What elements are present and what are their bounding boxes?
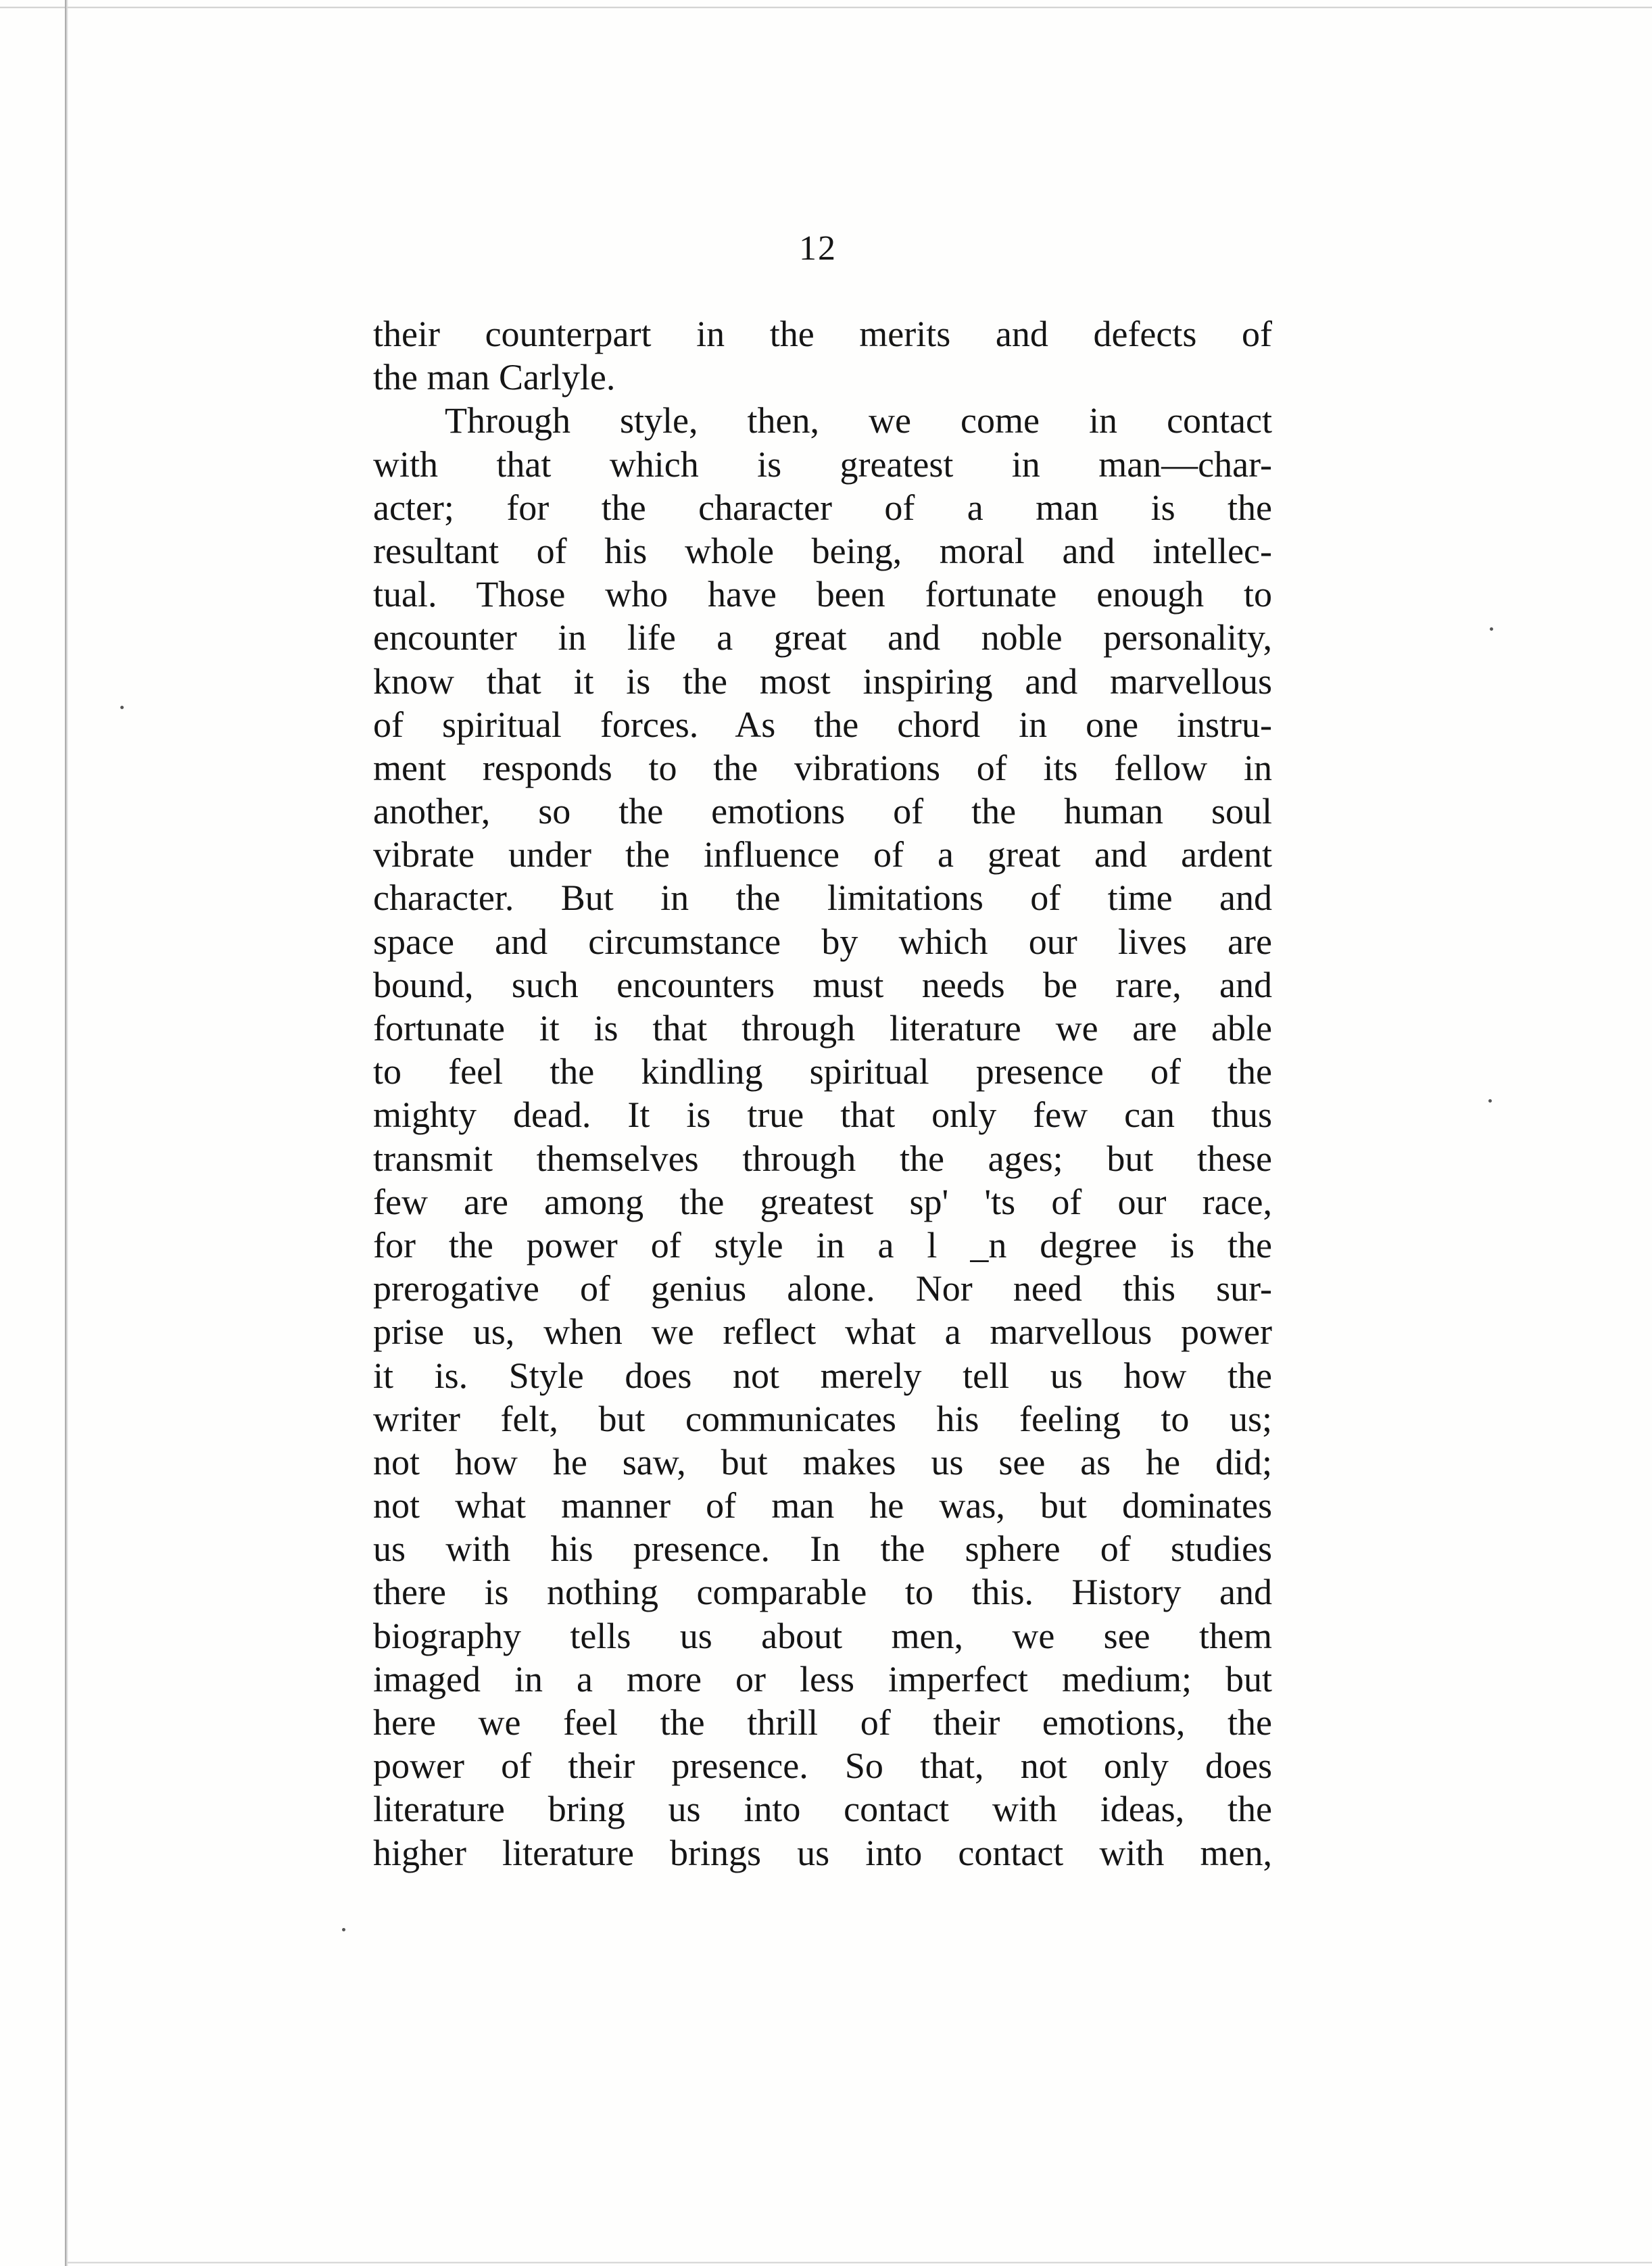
text-line: imaged in a more or less imperfect medium; but (373, 1658, 1272, 1700)
text-line: resultant of his whole being, moral and intellec- (373, 530, 1272, 571)
text-line: acter; for the character of a man is the (373, 487, 1272, 528)
text-line: another, so the emotions of the human soul (373, 791, 1272, 832)
text-line: of spiritual forces. As the chord in one instru- (373, 704, 1272, 745)
text-line: know that it is the most inspiring and marvellous (373, 660, 1272, 702)
text-line: Through style, then, we come in contact (445, 400, 1272, 441)
text-line: literature bring us into contact with ideas, the (373, 1789, 1272, 1830)
text-line: mighty dead. It is true that only few can thus (373, 1094, 1272, 1136)
text-line: higher literature brings us into contact with men, (373, 1832, 1272, 1873)
text-line: ment responds to the vibrations of its fellow in (373, 747, 1272, 788)
text-line: there is nothing comparable to this. History and (373, 1572, 1272, 1613)
page-binding-edge (65, 0, 68, 2266)
body-text (373, 312, 1272, 1875)
text-line: for the power of style in a l _n degree is the (373, 1224, 1272, 1265)
text-line: the man Carlyle. (373, 357, 616, 398)
text-line: prise us, when we reflect what a marvellous power (373, 1311, 1272, 1353)
text-line: transmit themselves through the ages; but these (373, 1138, 1272, 1179)
text-line: power of their presence. So that, not only does (373, 1745, 1272, 1787)
text-line: prerogative of genius alone. Nor need this sur- (373, 1268, 1272, 1309)
text-line: us with his presence. In the sphere of studies (373, 1528, 1272, 1570)
text-line: not how he saw, but makes us see as he did; (373, 1441, 1272, 1482)
text-line: few are among the greatest sp' 'ts of our race, (373, 1181, 1272, 1222)
text-line: bound, such encounters must needs be rare, and (373, 964, 1272, 1005)
text-line: encounter in life a great and noble personality, (373, 617, 1272, 658)
text-line: it is. Style does not merely tell us how the (373, 1355, 1272, 1396)
page-bottom-edge (68, 2261, 1652, 2263)
text-line: their counterpart in the merits and defects of (373, 314, 1272, 354)
scan-speck (342, 1928, 345, 1931)
page-top-edge (0, 7, 1652, 9)
scan-speck (1490, 627, 1493, 631)
text-line: not what manner of man he was, but dominates (373, 1485, 1272, 1526)
scan-speck (1488, 1099, 1492, 1103)
text-line: space and circumstance by which our lives are (373, 921, 1272, 962)
text-line: fortunate it is that through literature we are able (373, 1008, 1272, 1048)
text-line: biography tells us about men, we see them (373, 1615, 1272, 1656)
text-line: tual. Those who have been fortunate enough to (373, 574, 1272, 615)
text-line: to feel the kindling spiritual presence of the (373, 1051, 1272, 1092)
text-line: with that which is greatest in man—char- (373, 443, 1272, 485)
scan-speck (120, 706, 124, 709)
text-line: here we feel the thrill of their emotions, the (373, 1702, 1272, 1743)
text-line: character. But in the limitations of time and (373, 877, 1272, 919)
text-line: writer felt, but communicates his feeling to us; (373, 1398, 1272, 1439)
page-number: 12 (799, 229, 837, 268)
text-line: vibrate under the influence of a great and ardent (373, 834, 1272, 875)
